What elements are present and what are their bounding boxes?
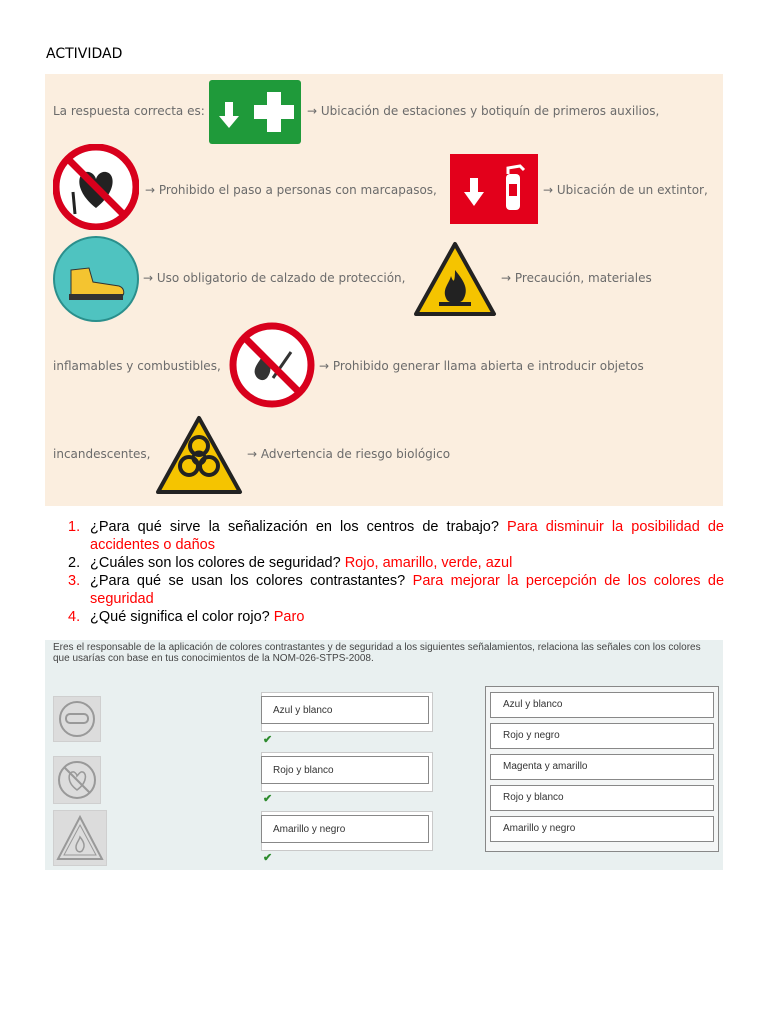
question-item — [68, 608, 724, 626]
check-icon: ✔ — [263, 734, 273, 746]
flammable-warning-sign-icon — [413, 240, 497, 325]
question-text: ¿Para qué sirve la señalización en los centros de trabajo? — [90, 519, 499, 535]
quiz-instructions: Eres el responsable de la aplicación de colores contrastantes y de seguridad a los siguientes señalamientos, relaciona las señales con los colores que usarías con base en tus conocimientos de la NOM-026-STPS-2008. — [53, 642, 701, 664]
safety-boots-sign-icon — [53, 234, 139, 329]
flammable-gray-sign-icon — [53, 810, 107, 866]
extinguisher-text: → Ubicación de un extintor, — [543, 183, 708, 197]
biohazard-sign-icon — [155, 414, 243, 503]
open-flame-text: → Prohibido generar llama abierta e introducir objetos — [319, 359, 644, 373]
question-number: 4. — [68, 609, 81, 625]
goggles-sign-icon — [53, 696, 101, 742]
no-pacemaker-gray-sign-icon — [53, 756, 101, 804]
options-box — [485, 686, 719, 852]
no-open-flame-sign-icon — [229, 322, 315, 413]
option-item[interactable]: Amarillo y negro — [490, 816, 714, 842]
question-number: 3. — [68, 573, 81, 589]
answer-dropzone[interactable]: Rojo y blanco — [261, 756, 429, 784]
answer-text: Paro — [273, 609, 305, 625]
first-aid-text: → Ubicación de estaciones y botiquín de primeros auxilios, — [307, 104, 660, 118]
panel-line-flammables: inflamables y combustibles, — [53, 359, 221, 373]
option-item[interactable]: Magenta y amarillo — [490, 754, 714, 780]
question-item — [68, 572, 724, 608]
check-icon: ✔ — [263, 793, 273, 805]
flammable-text: → Precaución, materiales — [501, 271, 652, 285]
option-item[interactable]: Azul y blanco — [490, 692, 714, 718]
matching-quiz — [45, 640, 723, 870]
question-text: ¿Para qué se usan los colores contrastantes? — [90, 573, 406, 589]
answer-text: Para disminuir la posibilidad de accidentes o daños — [90, 519, 724, 553]
question-number: 1. — [68, 519, 81, 535]
page-title: ACTIVIDAD — [46, 46, 123, 62]
pacemaker-text: → Prohibido el paso a personas con marcapasos, — [145, 183, 437, 197]
question-item — [68, 518, 724, 554]
question-text: ¿Qué significa el color rojo? — [90, 609, 270, 625]
answer-dropzone[interactable]: Amarillo y negro — [261, 815, 429, 843]
option-item[interactable]: Rojo y blanco — [490, 785, 714, 811]
no-pacemaker-sign-icon — [53, 144, 139, 235]
answer-text: Rojo, amarillo, verde, azul — [344, 555, 513, 571]
panel-line-intro: La respuesta correcta es: — [53, 104, 205, 118]
panel-line-incandescent: incandescentes, — [53, 447, 151, 461]
answer-panel — [45, 74, 723, 506]
question-item — [68, 554, 724, 572]
biohazard-text: → Advertencia de riesgo biológico — [247, 447, 451, 461]
question-number: 2. — [68, 555, 81, 571]
fire-extinguisher-sign-icon — [450, 154, 538, 229]
answer-text: Para mejorar la percepción de los colores de seguridad — [90, 573, 725, 607]
boots-text: → Uso obligatorio de calzado de protección, — [143, 271, 406, 285]
questions-list — [68, 518, 724, 626]
question-text: ¿Cuáles son los colores de seguridad? — [90, 555, 341, 571]
answer-dropzone[interactable]: Azul y blanco — [261, 696, 429, 724]
check-icon: ✔ — [263, 852, 273, 864]
first-aid-sign-icon — [209, 80, 301, 149]
option-item[interactable]: Rojo y negro — [490, 723, 714, 749]
